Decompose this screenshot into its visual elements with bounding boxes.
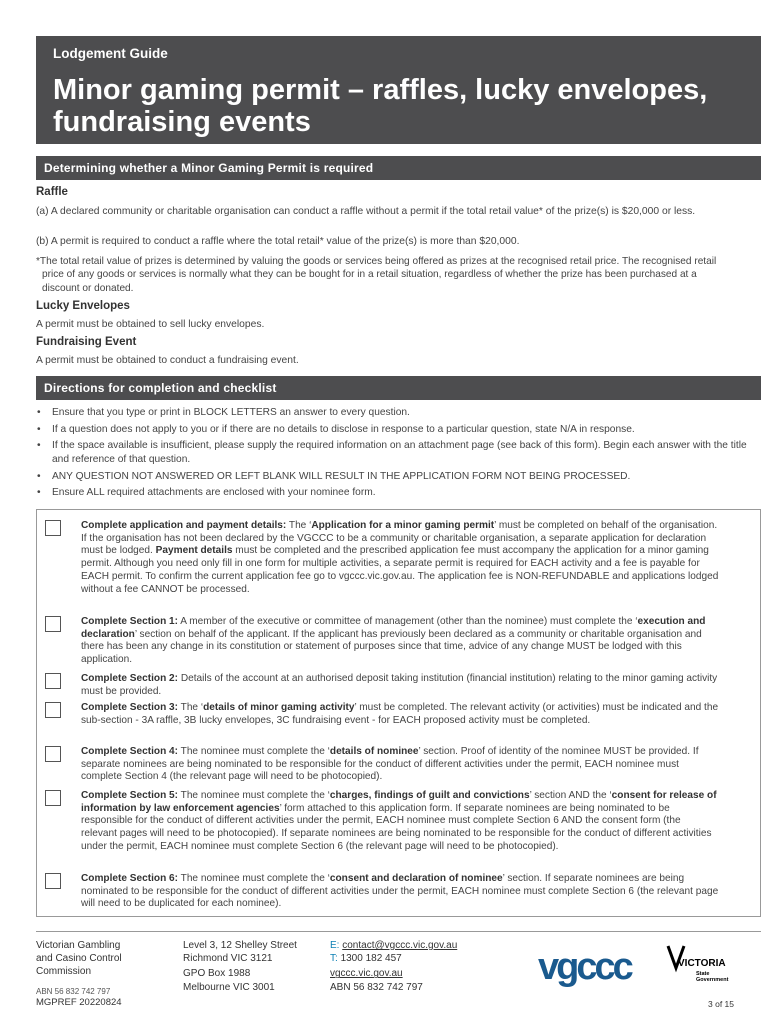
guide-label: Lodgement Guide [53, 46, 168, 61]
email-link[interactable]: contact@vgccc.vic.gov.au [342, 940, 458, 951]
checkbox-section-1[interactable] [45, 616, 61, 632]
footer-divider [36, 931, 761, 932]
checklist-text: Complete Section 3: The ‘details of minor gaming activity’ must be completed. The relevant activity (or activities) must be indicated and the sub-section - 3A raffle, 3B lucky envelopes, 3C fundraising event - for EACH proposed activity must be completed. [81, 702, 719, 726]
footer-address [183, 939, 297, 994]
list-item: • Ensure ALL required attachments are enclosed with your nominee form. [36, 486, 761, 499]
raffle-rule-b: (b) A permit is required to conduct a raffle where the total retail* value of the prize(s) is more than $20,000. [36, 236, 520, 247]
website-link[interactable]: vgccc.vic.gov.au [330, 968, 403, 980]
checkbox-section-5[interactable] [45, 790, 61, 806]
checklist-text: Complete Section 1: A member of the executive or committee of management (other than the nominee) must complete the ‘execution and declaration’ section on behalf of the applicant. If the applicant has previously been declared as a community or charitable organisation and there has been any change in its constitution or statement of purposes since that time, advice of any change MUST be lodged with this application. [81, 616, 706, 666]
phone-line [330, 952, 457, 965]
phone-number: 1300 182 457 [340, 953, 402, 965]
list-item: • Ensure that you type or print in BLOCK LETTERS an answer to every question. [36, 406, 761, 419]
page-title: Minor gaming permit – raffles, lucky envelopes, fundraising events [53, 74, 708, 138]
checkbox-application[interactable] [45, 520, 61, 536]
org-name-line: and Casino Control [36, 953, 122, 965]
org-name-line: Commission [36, 966, 92, 978]
checklist-panel [36, 509, 761, 917]
list-item: • If the space available is insufficient, please supply the required information on an attachment page (see back of this form). Begin each answer with the title and reference of that question. [36, 439, 761, 466]
checklist-text: Complete application and payment details: The ‘Application for a minor gaming permit’ must be completed on behalf of the organisation. If the organisation has not been declared by the VGCCC to be a community or charitable organisation, a separate application for declaration must be lodged. Payment details must be completed and the prescribed application fee must accompany the application for a minor gaming permit. Although you need only fill in one form for multiple activities, a separate permit is required for EACH activity and a fee is payable for EACH permit. To confirm the current application fee go to vgccc.vic.gov.au. The application fee is NON-REFUNDABLE and applications lodged without a fee CANNOT be processed. [81, 520, 719, 595]
checkbox-section-2[interactable] [45, 673, 61, 689]
victoria-government-logo [666, 942, 740, 986]
vgccc-logo [538, 945, 656, 991]
fundraising-heading: Fundraising Event [36, 336, 137, 348]
org-name-line: Victorian Gambling [36, 940, 121, 951]
list-item: • ANY QUESTION NOT ANSWERED OR LEFT BLANK WILL RESULT IN THE APPLICATION FORM NOT BEING PROCESSED. [36, 470, 761, 483]
footer-org [36, 939, 122, 998]
header-banner [36, 36, 761, 144]
page-number: 3 of 15 [708, 999, 734, 1009]
directions-list [36, 406, 761, 503]
email-line [330, 939, 457, 952]
victoria-logo-sub: State [696, 971, 710, 977]
raffle-heading: Raffle [36, 186, 68, 198]
footer-contact [330, 939, 457, 994]
phone-label: T: [330, 953, 338, 965]
vgccc-logo-text: vgccc [538, 946, 631, 988]
checklist-text: Complete Section 2: Details of the account at an authorised deposit taking institution (financial institution) relating to the minor gaming activity must be provided. [81, 673, 718, 697]
victoria-logo-sub: Government [696, 977, 729, 983]
raffle-footnote: *The total retail value of prizes is determined by valuing the goods or services being offered as prizes at the recognised retail price. The recognised retail price of any goods or services is normally what they can be bought for in a retail situation, regardless of whether the prize has been purchased at a discount or donated. [36, 256, 717, 294]
checkbox-section-3[interactable] [45, 702, 61, 718]
raffle-rule-a: (a) A declared community or charitable organisation can conduct a raffle without a permit if the total retail value* of the prize(s) is $20,000 or less. [36, 206, 696, 217]
checkbox-section-4[interactable] [45, 746, 61, 762]
lucky-envelopes-text: A permit must be obtained to sell lucky envelopes. [36, 319, 265, 330]
address-line: Melbourne VIC 3001 [183, 981, 275, 993]
address-line: Level 3, 12 Shelley Street [183, 940, 297, 951]
address-line: Richmond VIC 3121 [183, 953, 273, 965]
address-line: GPO Box 1988 [183, 968, 251, 980]
section-bar-directions: Directions for completion and checklist [36, 376, 761, 400]
fundraising-text: A permit must be obtained to conduct a fundraising event. [36, 355, 299, 366]
lucky-envelopes-heading: Lucky Envelopes [36, 300, 130, 312]
checklist-text: Complete Section 4: The nominee must complete the ‘details of nominee’ section. Proof of identity of the nominee MUST be provided. If separate nominees are being nominated to be responsible for the conduct of different activities under the permit, EACH nominee must complete Section 4 (the relevant page will need to be photocopied). [81, 746, 699, 783]
checklist-text: Complete Section 6: The nominee must complete the ‘consent and declaration of nominee’ section. If separate nominees are being nominated to be responsible for the conduct of different activities under the permit, EACH nominee must complete Section 6 (the relevant page will need to be duplicated for each nominee). [81, 873, 719, 910]
list-item: • If a question does not apply to you or if there are no details to disclose in response to a particular question, state N/A in response. [36, 423, 761, 436]
form-code: MGPREF 20220824 [36, 997, 122, 1008]
checklist-text: Complete Section 5: The nominee must complete the ‘charges, findings of guilt and convictions’ section AND the ‘consent for release of information by law enforcement agencies’ form attached to this application form. If separate nominees are being nominated to be responsible for the conduct of different activities under the permit, EACH nominee must complete Section 6 AND the consent form (the relevant pages will need to be photocopied). If separate nominees are being nominated to be responsible for the conduct of different activities under the permit, EACH nominee must complete Section 6 (the relevant page will need to be photocopied). [81, 790, 717, 852]
org-abn: ABN 56 832 742 797 [36, 986, 111, 996]
abn: ABN 56 832 742 797 [330, 981, 423, 993]
email-label: E: [330, 940, 340, 951]
checkbox-section-6[interactable] [45, 873, 61, 889]
section-bar-permit-required: Determining whether a Minor Gaming Permit is required [36, 156, 761, 180]
victoria-logo-text: VICTORIA [678, 958, 726, 969]
